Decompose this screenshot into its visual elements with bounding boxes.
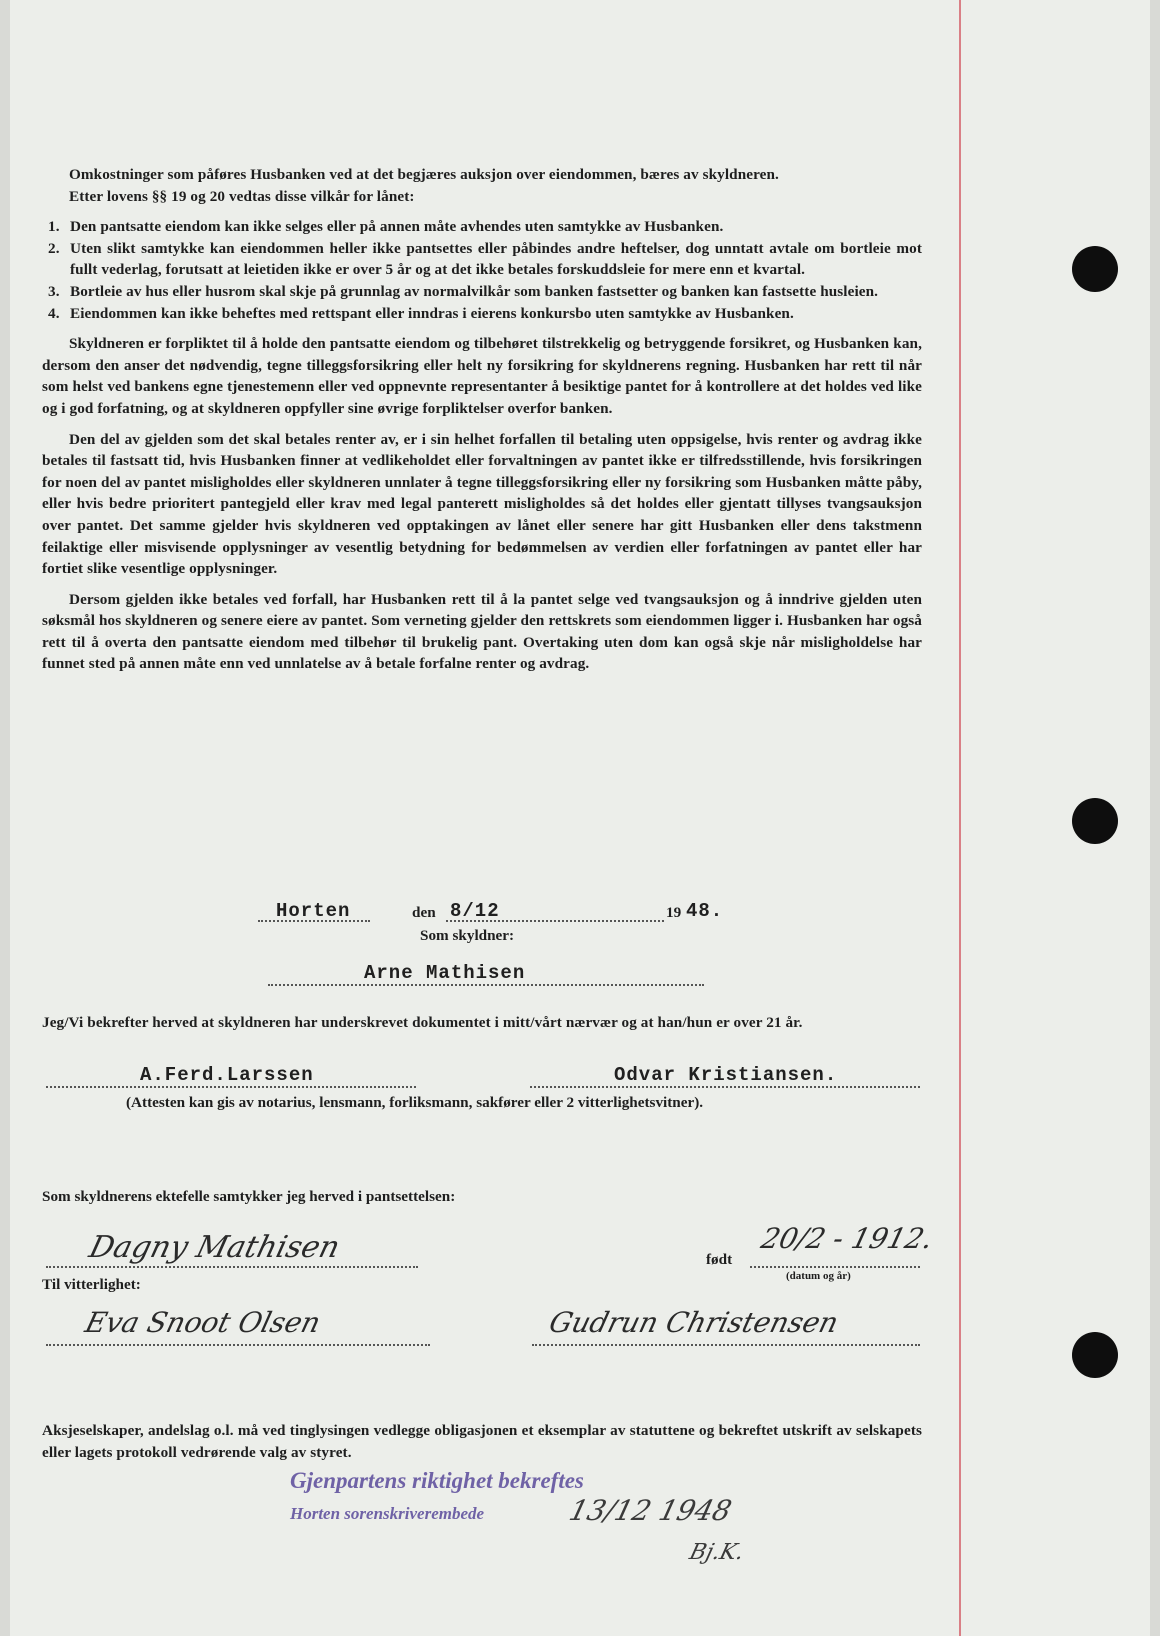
debtor-name: Arne Mathisen — [364, 962, 526, 984]
year-prefix: 19 — [666, 904, 682, 921]
stamp-date-handwritten: 13/12 1948 — [565, 1494, 735, 1527]
witness-two-name: Odvar Kristiansen. — [614, 1064, 838, 1086]
red-margin-line — [959, 0, 961, 1636]
debtor-label: Som skyldner: — [420, 927, 515, 944]
born-value: 20/2 - 1912. — [757, 1222, 937, 1255]
main-text-block — [42, 164, 922, 675]
witness-statement: Jeg/Vi bekrefter herved at skyldneren har underskrevet dokumentet i mitt/vårt nærvær og at han/hun er over 21 år. — [42, 1014, 803, 1031]
stamp-initials: Bj.K. — [686, 1540, 747, 1565]
conditions-list — [42, 216, 922, 324]
punch-hole-top — [1072, 246, 1118, 292]
den-label: den — [412, 904, 436, 921]
born-label: født — [706, 1251, 733, 1268]
spouse-consent: Som skyldnerens ektefelle samtykker jeg herved i pantsettelsen: — [42, 1188, 456, 1205]
witness-sig-one-dotted-line — [46, 1344, 430, 1346]
debtor-dotted-line — [268, 984, 704, 986]
condition-item: 2. Uten slikt samtykke kan eiendommen heller ikke pantsettes eller påbindes andre heftelser, dog unntatt avtale om bortleie mot fullt vederlag, forutsatt at leietiden ikke er over 5 år og at det ikke betales forskuddsleie for mere enn et kvartal. — [48, 239, 922, 279]
witness-note: (Attesten kan gis av notarius, lensmann, forliksmann, sakfører eller 2 vitterlighetsvitner). — [126, 1094, 704, 1111]
costs-paragraph: Omkostninger som påføres Husbanken ved at det begjæres auksjon over eiendommen, bæres av skyldneren. — [69, 166, 779, 183]
condition-item: 3. Bortleie av hus eller husrom skal skje på grunnlag av normalvilkår som banken fastsetter og banken kan fastsette husleien. — [48, 282, 879, 300]
condition-item: 4. Eiendommen kan ikke beheftes med rettspant eller inndras i eierens konkursbo uten samtykke av Husbanken. — [48, 304, 794, 322]
signing-place: Horten — [276, 900, 351, 922]
witness-signature-two: Gudrun Christensen — [545, 1306, 842, 1339]
default-paragraph: Den del av gjelden som det skal betales renter av, er i sin helhet forfallen til betaling uten oppsigelse, hvis renter og avdrag ikke betales til fastsatt tid, hvis Husbanken finner at vedlikeholdet eller forvaltningen av pantet ikke er tilfredsstillende, hvis forsikringen for noen del av pantet misligholdes eller skyldneren unnlater å tegne tilleggsforsikring eller ny forsikring som Husbanken måtte påby, eller hvis bedre prioritert pantegjeld eller krav med legal panterett misligholdes så det holdes eller gjentatt tillyses tvangsauksjon over pantet. Det samme gjelder hvis skyldneren ved opptakingen av lånet eller senere har gitt Husbanken eller dens takstmenn feilaktige eller misvisende opplysninger av vesentlig betydning for bedømmelsen av verdien eller forfatningen av pantet eller har fortiet slike vesentlige opplysninger. — [42, 430, 922, 578]
witness-one-dotted-line — [46, 1086, 416, 1088]
certification-stamp-line2: Horten sorenskriverembede — [290, 1504, 485, 1523]
document-page — [10, 0, 1150, 1636]
year-suffix: 48. — [686, 900, 724, 922]
companies-note: Aksjeselskaper, andelslag o.l. må ved tinglysingen vedlegge obligasjonen et eksemplar av statuttene og bekreftet utskrift av selskapets eller lagets protokoll vedrørende valg av styret. — [42, 1422, 922, 1461]
spouse-dotted-line — [46, 1266, 418, 1268]
enforcement-paragraph: Dersom gjelden ikke betales ved forfall, har Husbanken rett til å la pantet selge ved tvangsauksjon og å inndrive gjelden uten søksmål hos skyldneren og senere eiere av pantet. Som verneting gjelder den rettskrets som eiendommen ligger i. Husbanken har også rett til å overta den pantsatte eiendom med tilbehør til brukelig pant. Overtaking uten dom kan også skje når misligholdelse har funnet sted på annen måte enn ved unnlatelse av å betale forfalne renter og avdrag. — [42, 590, 922, 673]
witness-sig-two-dotted-line — [532, 1344, 920, 1346]
born-dotted-line — [750, 1266, 920, 1268]
born-hint: (datum og år) — [786, 1270, 851, 1282]
condition-item: 1. Den pantsatte eiendom kan ikke selges eller på annen måte avhendes uten samtykke av Husbanken. — [48, 218, 724, 236]
terms-lead: Etter lovens §§ 19 og 20 vedtas disse vilkår for lånet: — [69, 187, 415, 205]
witness-two-dotted-line — [530, 1086, 920, 1088]
insurance-paragraph: Skyldneren er forpliktet til å holde den pantsatte eiendom og tilbehøret tilstrekkelig og betryggende forsikret, og Husbanken kan, dersom den anser det nødvendig, tegne tilleggsforsikring eller helt ny forsikring for skyldnerens regning. Husbanken har rett til når som helst ved bankens egne tjenestemenn eller ved oppnevnte representanter å besiktige pantet for å kontrollere at det holdes ved like og i god forfatning, og at skyldneren oppfyller sine øvrige forpliktelser overfor banken. — [42, 335, 922, 417]
signing-date: 8/12 — [450, 900, 500, 922]
punch-hole-bottom — [1072, 1332, 1118, 1378]
witness-one-name: A.Ferd.Larssen — [140, 1064, 314, 1086]
spouse-signature: Dagny Mathisen — [85, 1230, 344, 1265]
punch-hole-middle — [1072, 798, 1118, 844]
witness-signature-one: Eva Snoot Olsen — [81, 1306, 324, 1339]
certification-stamp-line1: Gjenpartens riktighet bekreftes — [290, 1468, 584, 1493]
witness-label: Til vitterlighet: — [42, 1276, 141, 1293]
